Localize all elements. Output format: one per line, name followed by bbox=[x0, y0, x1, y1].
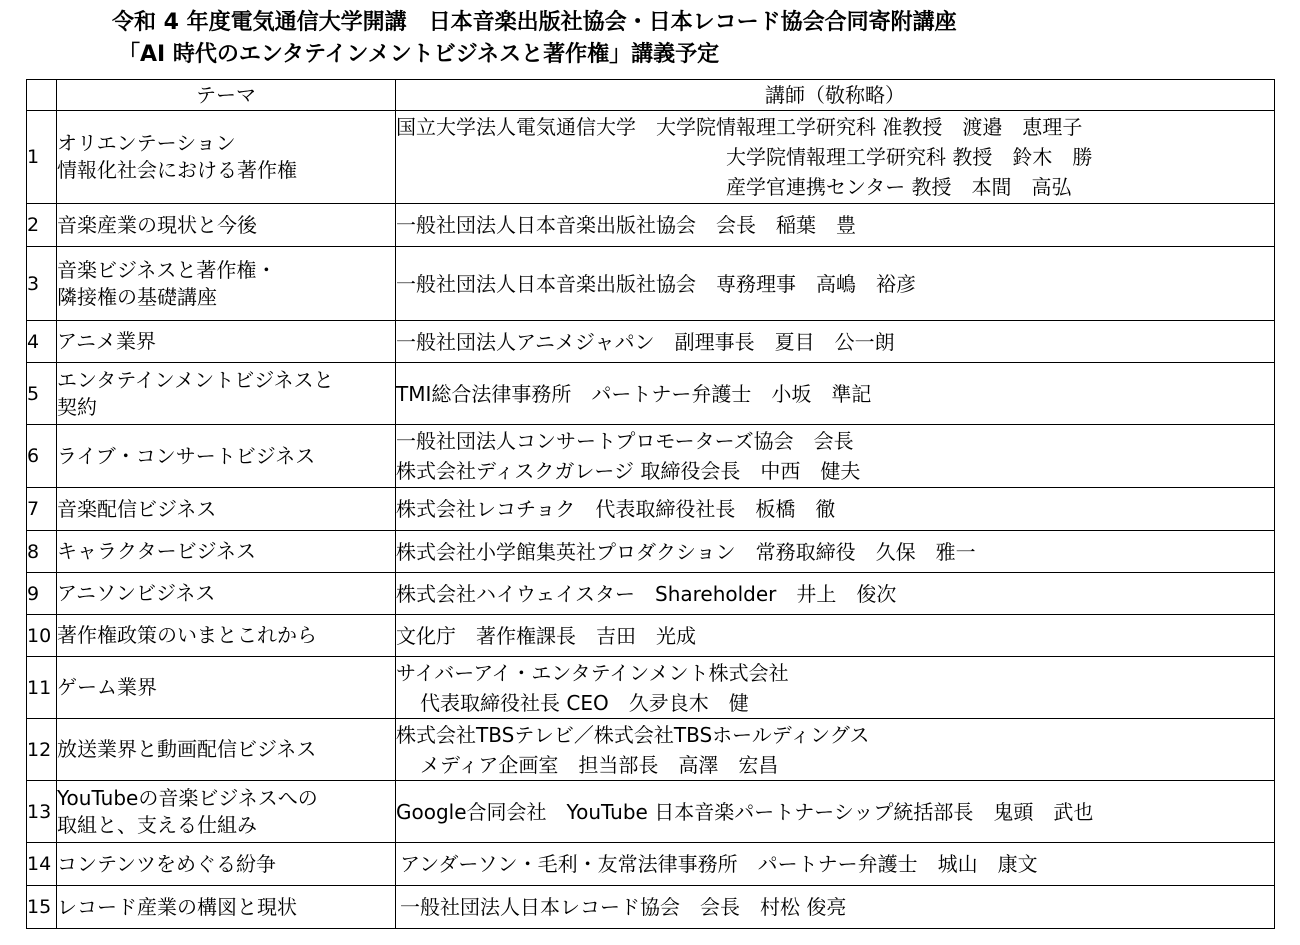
row-number: 5 bbox=[27, 363, 57, 425]
table-row bbox=[27, 781, 1275, 843]
theme-line: オリエンテーション bbox=[57, 131, 236, 155]
theme-line: ライブ・コンサートビジネス bbox=[57, 443, 316, 468]
table-row bbox=[27, 363, 1275, 425]
theme-line: 放送業界と動画配信ビジネス bbox=[57, 737, 317, 761]
row-theme bbox=[57, 657, 396, 719]
header-theme: テーマ bbox=[57, 80, 396, 111]
row-number: 13 bbox=[27, 781, 57, 843]
lecturer-line: 一般社団法人コンサートプロモーターズ協会 会長 bbox=[396, 429, 854, 453]
row-number: 1 bbox=[27, 111, 57, 204]
row-number: 11 bbox=[27, 657, 57, 719]
lecturer-line: 代表取締役社長 CEO 久夛良木 健 bbox=[420, 690, 749, 715]
row-lecturer bbox=[396, 321, 1275, 363]
lecturer-line: 一般社団法人日本レコード協会 会長 村松 俊亮 bbox=[400, 895, 847, 919]
row-number: 15 bbox=[27, 886, 57, 929]
lecturer-line: Google合同会社 YouTube 日本音楽パートナーシップ統括部長 鬼頭 武也 bbox=[396, 799, 1094, 824]
row-theme bbox=[57, 247, 396, 321]
theme-line: 契約 bbox=[57, 394, 97, 419]
title-line-1: 令和 4 年度電気通信大学開講 日本音楽出版社協会・日本レコード協会合同寄附講座 bbox=[112, 10, 957, 35]
table-row bbox=[27, 886, 1275, 929]
row-number: 3 bbox=[27, 247, 57, 321]
table-row bbox=[27, 843, 1275, 886]
title-line-2: 「AI 時代のエンタテインメントビジネスと著作権」講義予定 bbox=[118, 42, 720, 67]
table-row bbox=[27, 321, 1275, 363]
row-lecturer bbox=[396, 615, 1275, 657]
theme-line: レコード産業の構図と現状 bbox=[57, 894, 297, 919]
lecturer-line: 大学院情報理工学研究科 教授 鈴木 勝 bbox=[726, 145, 1093, 169]
theme-line: 音楽ビジネスと著作権・ bbox=[57, 257, 277, 282]
row-lecturer bbox=[396, 425, 1275, 488]
row-theme bbox=[57, 886, 396, 929]
table-row bbox=[27, 657, 1275, 719]
row-number: 2 bbox=[27, 204, 57, 247]
lecturer-line: 一般社団法人日本音楽出版社協会 専務理事 高嶋 裕彦 bbox=[396, 271, 916, 296]
table-row bbox=[27, 425, 1275, 488]
row-lecturer bbox=[396, 363, 1275, 425]
header-no bbox=[27, 80, 57, 111]
table-row bbox=[27, 531, 1275, 573]
row-lecturer bbox=[396, 719, 1275, 781]
lecturer-line: 株式会社小学館集英社プロダクション 常務取締役 久保 雅一 bbox=[396, 539, 976, 564]
row-theme bbox=[57, 425, 396, 488]
row-lecturer bbox=[396, 886, 1275, 929]
lecturer-line: サイバーアイ・エンタテインメント株式会社 bbox=[396, 660, 789, 685]
lecturer-line: 一般社団法人日本音楽出版社協会 会長 稲葉 豊 bbox=[396, 213, 856, 237]
row-lecturer bbox=[396, 488, 1275, 531]
theme-line: 情報化社会における著作権 bbox=[57, 158, 297, 182]
row-theme bbox=[57, 573, 396, 615]
row-lecturer bbox=[396, 573, 1275, 615]
theme-line: キャラクタービジネス bbox=[57, 539, 256, 563]
row-number: 12 bbox=[27, 719, 57, 781]
row-theme bbox=[57, 488, 396, 531]
lecturer-line: 株式会社レコチョク 代表取締役社長 板橋 徹 bbox=[396, 497, 836, 521]
row-theme bbox=[57, 843, 396, 886]
row-theme bbox=[57, 204, 396, 247]
row-lecturer bbox=[396, 657, 1275, 719]
lecturer-line: 産学官連携センター 教授 本間 高弘 bbox=[726, 175, 1072, 199]
theme-line: 取組と、支える仕組み bbox=[57, 812, 257, 837]
row-lecturer bbox=[396, 204, 1275, 247]
row-number: 7 bbox=[27, 488, 57, 531]
row-number: 14 bbox=[27, 843, 57, 886]
row-number: 6 bbox=[27, 425, 57, 488]
table-row bbox=[27, 111, 1275, 204]
lecturer-line: TMI総合法律事務所 パートナー弁護士 小坂 準記 bbox=[396, 381, 872, 406]
theme-line: 音楽配信ビジネス bbox=[57, 496, 217, 521]
table-row bbox=[27, 573, 1275, 615]
row-lecturer bbox=[396, 781, 1275, 843]
table-row bbox=[27, 204, 1275, 247]
header-lecturer: 講師（敬称略） bbox=[396, 80, 1275, 111]
theme-line: 著作権政策のいまとこれから bbox=[57, 623, 317, 647]
row-lecturer bbox=[396, 247, 1275, 321]
lecture-schedule-table bbox=[26, 79, 1275, 929]
theme-line: YouTubeの音楽ビジネスへの bbox=[57, 785, 318, 810]
table-row bbox=[27, 719, 1275, 781]
row-lecturer bbox=[396, 111, 1275, 204]
row-theme bbox=[57, 111, 396, 204]
row-number: 9 bbox=[27, 573, 57, 615]
table-row bbox=[27, 615, 1275, 657]
lecturer-line: 国立大学法人電気通信大学 大学院情報理工学研究科 准教授 渡邉 恵理子 bbox=[396, 115, 1083, 139]
row-number: 10 bbox=[27, 615, 57, 657]
theme-line: 隣接権の基礎講座 bbox=[57, 284, 217, 309]
row-theme bbox=[57, 781, 396, 843]
lecturer-line: アンダーソン・毛利・友常法律事務所 パートナー弁護士 城山 康文 bbox=[400, 852, 1038, 876]
theme-line: コンテンツをめぐる紛争 bbox=[57, 851, 276, 876]
document-title bbox=[0, 6, 1300, 78]
table-row bbox=[27, 488, 1275, 531]
row-theme bbox=[57, 321, 396, 363]
row-theme bbox=[57, 719, 396, 781]
row-lecturer bbox=[396, 843, 1275, 886]
lecturer-line: 株式会社ハイウェイスター Shareholder 井上 俊次 bbox=[396, 581, 897, 606]
lecturer-line: 一般社団法人アニメジャパン 副理事長 夏目 公一朗 bbox=[396, 329, 895, 354]
lecturer-line: メディア企画室 担当部長 高澤 宏昌 bbox=[420, 752, 779, 777]
row-theme bbox=[57, 531, 396, 573]
theme-line: アニメ業界 bbox=[57, 329, 156, 353]
theme-line: エンタテインメントビジネスと bbox=[57, 367, 334, 392]
lecturer-line: 株式会社ディスクガレージ 取締役会長 中西 健夫 bbox=[396, 459, 861, 483]
lecturer-line: 文化庁 著作権課長 吉田 光成 bbox=[396, 623, 696, 648]
table-header-row bbox=[27, 80, 1275, 111]
row-lecturer bbox=[396, 531, 1275, 573]
row-theme bbox=[57, 363, 396, 425]
theme-line: 音楽産業の現状と今後 bbox=[57, 212, 257, 237]
row-number: 8 bbox=[27, 531, 57, 573]
row-theme bbox=[57, 615, 396, 657]
table-row bbox=[27, 247, 1275, 321]
row-number: 4 bbox=[27, 321, 57, 363]
theme-line: アニソンビジネス bbox=[57, 581, 216, 605]
theme-line: ゲーム業界 bbox=[57, 675, 157, 699]
lecturer-line: 株式会社TBSテレビ／株式会社TBSホールディングス bbox=[396, 722, 870, 747]
